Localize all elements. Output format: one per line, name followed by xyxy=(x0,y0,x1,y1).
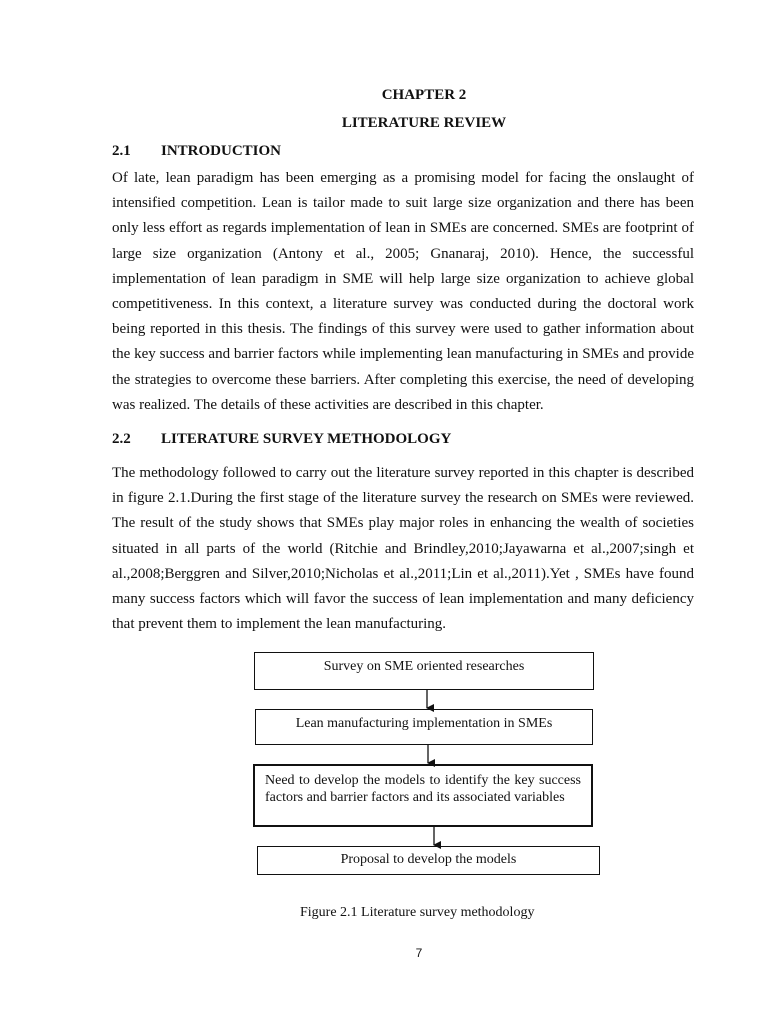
introduction-paragraph: Of late, lean paradigm has been emerging as a promising model for facing the onslaught of intensified competition. Lean is tailor made to suit large size organization and there has been only less effort as regards implementation of lean in SMEs are concerned. SMEs are footprint of large size organization (Antony et al., 2005; Gnanaraj, 2010). Hence, the successful implementation of lean paradigm in SME will help large size organization to achieve global competitiveness. In this context, a literature survey was conducted during the doctoral work being reported in this thesis. The findings of this survey were used to gather information about the key success and barrier factors while implementing lean manufacturing in SMEs and provide the strategies to overcome these barriers. After completing this exercise, the need of developing was realized. The details of these activities are described in this chapter. xyxy=(112,170,694,413)
methodology-paragraph: The methodology followed to carry out the literature survey reported in this chapter is described in figure 2.1.During the first stage of the literature survey the research on SMEs were reviewed. The result of the study shows that SMEs play major roles in enhancing the wealth of societies situated in all parts of the world (Ritchie and Brindley,2010;Jayawarna et al.,2007;singh et al.,2008;Berggren and Silver,2010;Nicholas et al.,2011;Lin et al.,2011).Yet , SMEs have found many success factors which will favor the success of lean implementation and many deficiency that prevent them to implement the lean manufacturing. xyxy=(112,465,694,633)
flowchart-step-3: Need to develop the models to identify the key success factors and barrier factors and its associated variables xyxy=(253,764,593,827)
figure-caption: Figure 2.1 Literature survey methodology xyxy=(300,905,535,920)
section-title: INTRODUCTION xyxy=(161,143,282,159)
section-title: LITERATURE SURVEY METHODOLOGY xyxy=(161,431,452,447)
section-heading-methodology xyxy=(112,431,451,448)
flowchart-step-2: Lean manufacturing implementation in SMEs xyxy=(255,709,593,745)
flowchart-step-1: Survey on SME oriented researches xyxy=(254,652,594,690)
section-heading-introduction xyxy=(112,143,281,160)
section-number: 2.2 xyxy=(112,431,131,447)
section-number: 2.1 xyxy=(112,143,131,159)
page-number: 7 xyxy=(415,946,423,960)
flowchart-step-4: Proposal to develop the models xyxy=(257,846,600,875)
chapter-title: LITERATURE REVIEW xyxy=(341,115,507,131)
chapter-number: CHAPTER 2 xyxy=(381,87,467,103)
